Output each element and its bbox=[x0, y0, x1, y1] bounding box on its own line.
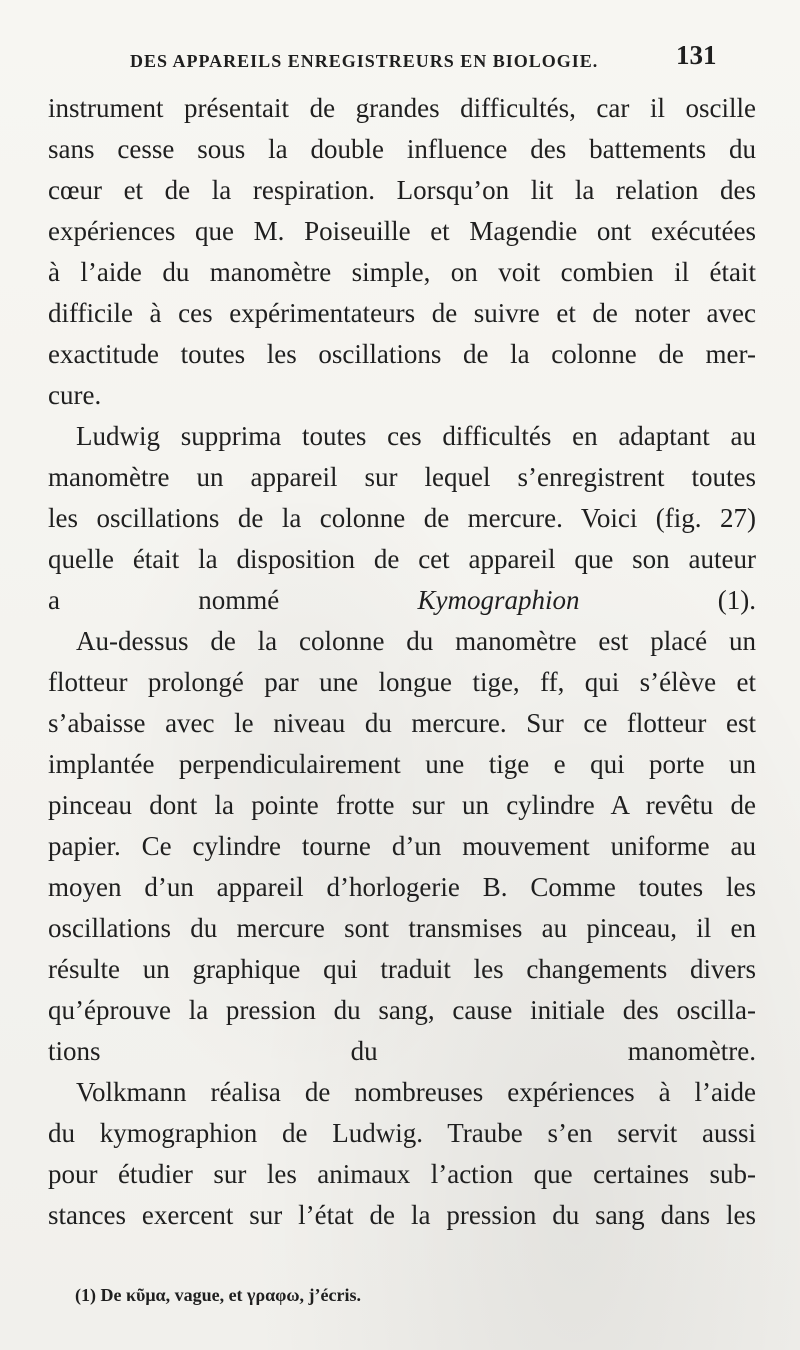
text-line: à l’aide du manomètre simple, on voit combien il était bbox=[48, 257, 756, 287]
text-line: les oscillations de la colonne de mercure. Voici (fig. 27) bbox=[48, 503, 756, 533]
paragraph-2 bbox=[48, 416, 756, 621]
text-fragment: a nommé bbox=[48, 585, 418, 615]
text-line: tions du manomètre. bbox=[48, 1036, 756, 1066]
text-line: exactitude toutes les oscillations de la colonne de mer- bbox=[48, 339, 756, 369]
text-line: cœur et de la respiration. Lorsqu’on lit la relation des bbox=[48, 175, 756, 205]
paragraph-1 bbox=[48, 88, 756, 416]
text-line: pour étudier sur les animaux l’action que certaines sub- bbox=[48, 1159, 756, 1189]
text-line: moyen d’un appareil d’horlogerie B. Comme toutes les bbox=[48, 872, 756, 902]
footnote-ref: (1). bbox=[579, 585, 756, 615]
text-line: flotteur prolongé par une longue tige, ff, qui s’élève et bbox=[48, 667, 756, 697]
text-line: cure. bbox=[48, 380, 102, 410]
text-line: difficile à ces expérimentateurs de suivre et de noter avec bbox=[48, 298, 756, 328]
text-line: papier. Ce cylindre tourne d’un mouvement uniforme au bbox=[48, 831, 756, 861]
text-line: manomètre un appareil sur lequel s’enregistrent toutes bbox=[48, 462, 756, 492]
text-line: résulte un graphique qui traduit les changements divers bbox=[48, 954, 756, 984]
text-line: pinceau dont la pointe frotte sur un cylindre A revêtu de bbox=[48, 790, 756, 820]
text-line: stances exercent sur l’état de la pression du sang dans les bbox=[48, 1200, 756, 1230]
text-line: implantée perpendiculairement une tige e qui porte un bbox=[48, 749, 756, 779]
text-line: qu’éprouve la pression du sang, cause initiale des oscilla- bbox=[48, 995, 756, 1025]
text-line bbox=[48, 580, 756, 621]
italic-term: Kymographion bbox=[417, 585, 580, 615]
running-head: DES APPAREILS ENREGISTREURS EN BIOLOGIE. bbox=[130, 51, 599, 71]
body-text bbox=[48, 88, 756, 1236]
text-line: quelle était la disposition de cet appareil que son auteur bbox=[48, 544, 756, 574]
text-line: expériences que M. Poiseuille et Magendie ont exécutées bbox=[48, 216, 756, 246]
footnote: (1) De κῦμα, vague, et γραφω, j’écris. bbox=[75, 1285, 361, 1305]
text-line: du kymographion de Ludwig. Traube s’en servit aussi bbox=[48, 1118, 756, 1148]
text-line: s’abaisse avec le niveau du mercure. Sur ce flotteur est bbox=[48, 708, 756, 738]
text-line: Au-dessus de la colonne du manomètre est placé un bbox=[76, 626, 756, 656]
text-line: Volkmann réalisa de nombreuses expériences à l’aide bbox=[76, 1077, 756, 1107]
page-number: 131 bbox=[676, 40, 717, 70]
text-line: instrument présentait de grandes difficultés, car il oscille bbox=[48, 93, 756, 123]
text-line: sans cesse sous la double influence des battements du bbox=[48, 134, 756, 164]
paragraph-3 bbox=[48, 621, 756, 1072]
text-line: Ludwig supprima toutes ces difficultés en adaptant au bbox=[76, 421, 756, 451]
text-line: oscillations du mercure sont transmises au pinceau, il en bbox=[48, 913, 756, 943]
paragraph-4 bbox=[48, 1072, 756, 1236]
